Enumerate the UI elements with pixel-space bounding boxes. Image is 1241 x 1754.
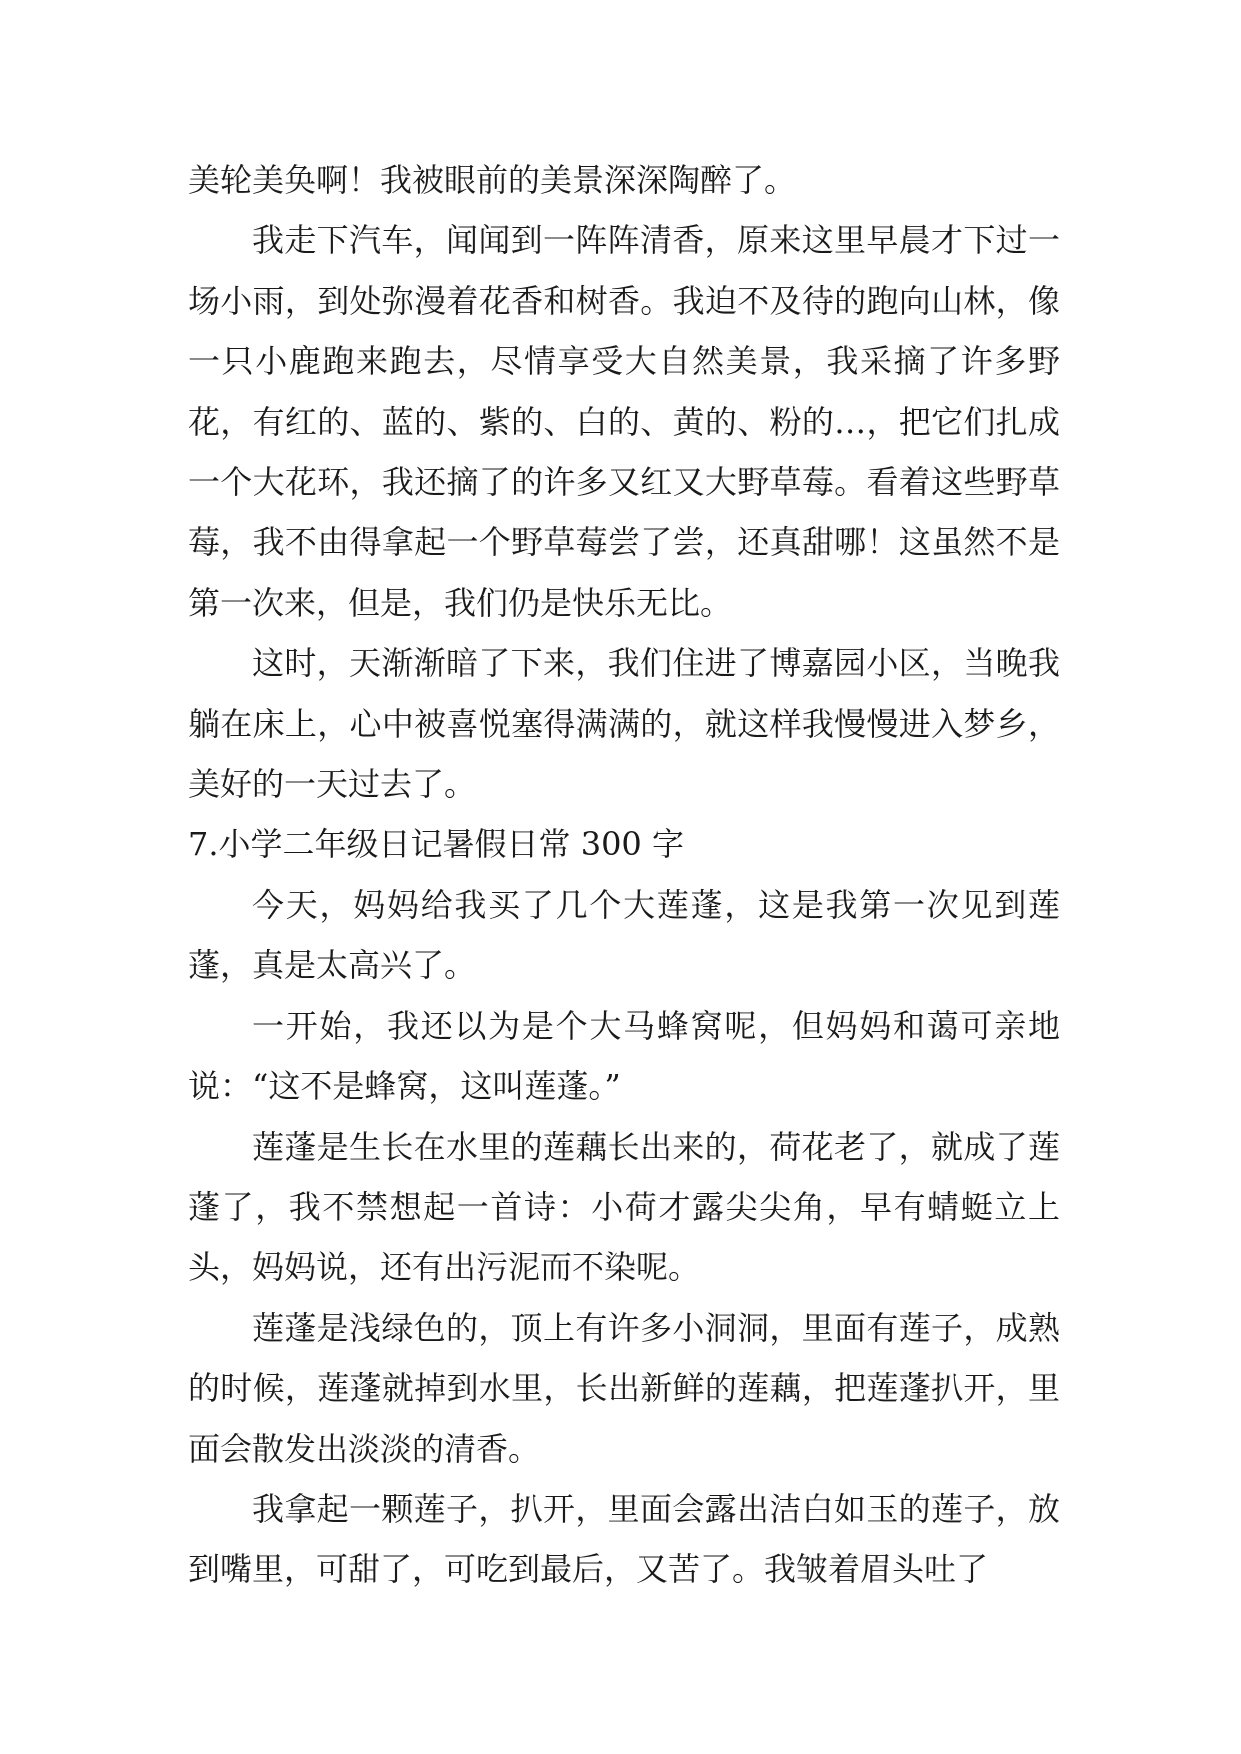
paragraph-1: 美轮美奂啊！我被眼前的美景深深陶醉了。: [188, 161, 797, 199]
paragraph-2: 我走下汽车，闻闻到一阵阵清香，原来这里早晨才下过一场小雨，到处弥漫着花香和树香。我迫不及待的跑向山林，像一只小鹿跑来跑去，尽情享受大自然美景，我采摘了许多野花，有红的、蓝的、紫的、白的、黄的、粉的…，把它们扎成一个大花环，我还摘了的许多又红又大野草莓。看着这些野草莓，我不由得拿起一个野草莓尝了尝，还真甜哪！这虽然不是第一次来，但是，我们仍是快乐无比。: [188, 221, 1060, 622]
section-heading: 7.小学二年级日记暑假日常 300 字: [188, 825, 684, 864]
paragraph-6: 莲蓬是生长在水里的莲藕长出来的，荷花老了，就成了莲蓬了，我不禁想起一首诗：小荷才露尖尖角，早有蜻蜓立上头，妈妈说，还有出污泥而不染呢。: [188, 1127, 1060, 1287]
paragraph-5: 一开始，我还以为是个大马蜂窝呢，但妈妈和蔼可亲地说：“这不是蜂窝，这叫莲蓬。”: [188, 1006, 1060, 1106]
paragraph-3: 这时，天渐渐暗了下来，我们住进了博嘉园小区，当晚我躺在床上，心中被喜悦塞得满满的，就这样我慢慢进入梦乡，美好的一天过去了。: [188, 644, 1060, 804]
paragraph-4: 今天，妈妈给我买了几个大莲蓬，这是我第一次见到莲蓬，真是太高兴了。: [188, 885, 1060, 985]
document-page: [188, 150, 1060, 1600]
paragraph-7: 莲蓬是浅绿色的，顶上有许多小洞洞，里面有莲子，成熟的时候，莲蓬就掉到水里，长出新鲜的莲藕，把莲蓬扒开，里面会散发出淡淡的清香。: [188, 1308, 1060, 1468]
paragraph-8: 我拿起一颗莲子，扒开，里面会露出洁白如玉的莲子，放到嘴里，可甜了，可吃到最后，又苦了。我皱着眉头吐了: [188, 1489, 1060, 1589]
